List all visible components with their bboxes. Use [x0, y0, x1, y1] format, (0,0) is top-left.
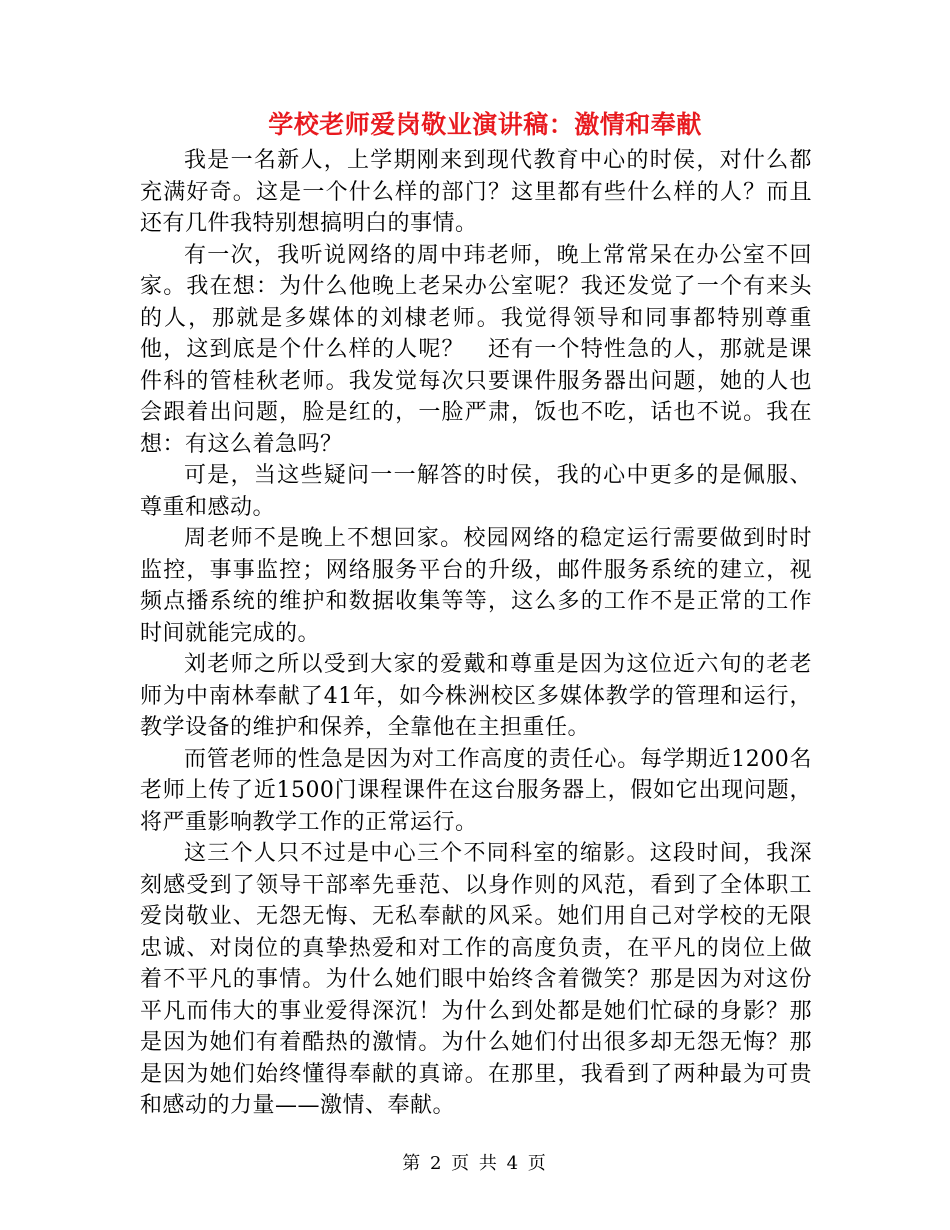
page-number-footer: 第 2 页 共 4 页 — [402, 1153, 548, 1174]
paragraph: 有一次，我听说网络的周中玮老师，晚上常常呆在办公室不回家。我在想：为什么他晚上老呆办公室呢？我还发觉了一个有来头的人，那就是多媒体的刘棣老师。我觉得领导和同事都特别尊重他，这到底是个什么样的人呢？ 还有一个特性急的人，那就是课件科的管桂秋老师。我发觉每次只要课件服务器出问题，她的人也会跟着出问题，脸是红的，一脸严肃，饭也不吃，话也不说。我在想：有这么着急吗？ — [140, 242, 812, 457]
document-title: 学校老师爱岗敬业演讲稿：激情和奉献 — [268, 110, 702, 139]
paragraph: 可是，当这些疑问一一解答的时侯，我的心中更多的是佩服、尊重和感动。 — [140, 463, 812, 520]
paragraph: 这三个人只不过是中心三个不同科室的缩影。这段时间，我深刻感受到了领导干部率先垂范、以身作则的风范，看到了全体职工爱岗敬业、无怨无悔、无私奉献的风采。她们用自己对学校的无限忠诚、对岗位的真挚热爱和对工作的高度负责，在平凡的岗位上做着不平凡的事情。为什么她们眼中始终含着微笑？那是因为对这份平凡而伟大的事业爱得深沉！为什么到处都是她们忙碌的身影？那是因为她们有着酷热的激情。为什么她们付出很多却无怨无悔？那是因为她们始终懂得奉献的真谛。在那里，我看到了两种最为可贵和感动的力量——激情、奉献。 — [140, 841, 812, 1118]
paragraph: 刘老师之所以受到大家的爱戴和尊重是因为这位近六旬的老老师为中南林奉献了41年，如今株洲校区多媒体教学的管理和运行，教学设备的维护和保养，全靠他在主担重任。 — [140, 652, 812, 740]
paragraph: 我是一名新人，上学期刚来到现代教育中心的时侯，对什么都充满好奇。这是一个什么样的部门？这里都有些什么样的人？而且还有几件我特别想搞明白的事情。 — [140, 148, 812, 236]
paragraph: 周老师不是晚上不想回家。校园网络的稳定运行需要做到时时监控，事事监控；网络服务平台的升级，邮件服务系统的建立，视频点播系统的维护和数据收集等等，这么多的工作不是正常的工作时间就能完成的。 — [140, 526, 812, 646]
paragraph: 而管老师的性急是因为对工作高度的责任心。每学期近1200名老师上传了近1500门课程课件在这台服务器上，假如它出现问题，将严重影响教学工作的正常运行。 — [140, 746, 812, 835]
document-body — [140, 145, 812, 1122]
